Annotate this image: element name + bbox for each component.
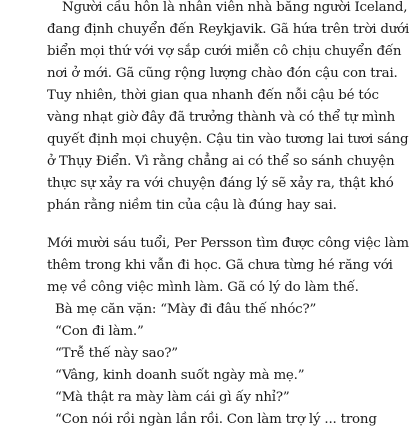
text-line: “Con nói rồi ngàn lần rồi. Con làm trợ lý ... trong <box>55 412 377 427</box>
text-line: nơi ở mới. Gã cũng rộng lượng chào đón cậu con trai. <box>47 66 398 81</box>
text-line: ở Thụy Điển. Vì rằng chẳng ai có thể so sánh chuyện <box>47 154 395 169</box>
text-line: thực sự xảy ra với chuyện đáng lý sẽ xảy ra, thật khó <box>47 176 394 191</box>
text-line: quyết định mọi chuyện. Cậu tin vào tương lai tươi sáng <box>47 132 409 147</box>
text-line: Người cầu hôn là nhân viên nhà băng người Iceland, <box>62 0 408 15</box>
text-line: phán rằng niềm tin của cậu là đúng hay sai. <box>47 198 337 213</box>
text-line: “Vâng, kinh doanh suốt ngày mà mẹ.” <box>55 368 305 383</box>
text-line: “Trễ thế này sao?” <box>55 346 178 361</box>
text-line: “Con đi làm.” <box>55 324 144 339</box>
text-line: “Mà thật ra mày làm cái gì ấy nhỉ?” <box>55 390 290 405</box>
text-line: vàng nhạt giờ đây đã trưởng thành và có thể tự mình <box>47 110 396 125</box>
text-line: biển mọi thứ với vợ sắp cưới miễn cô chịu chuyển đến <box>47 44 402 59</box>
text-line: Mới mười sáu tuổi, Per Persson tìm được công việc làm <box>47 236 409 251</box>
text-line: thêm trong khi vẫn đi học. Gã chưa từng hé răng với <box>47 258 393 273</box>
text-line: mẹ về công việc mình làm. Gã có lý do làm thế. <box>47 280 359 295</box>
text-line: Bà mẹ căn vặn: “Mày đi đâu thế nhóc?” <box>55 302 317 317</box>
text-line: đang định chuyển đến Reykjavik. Gã hứa trên trời dưới <box>47 22 409 37</box>
text-line: Tuy nhiên, thời gian qua nhanh đến nỗi cậu bé tóc <box>47 88 379 103</box>
